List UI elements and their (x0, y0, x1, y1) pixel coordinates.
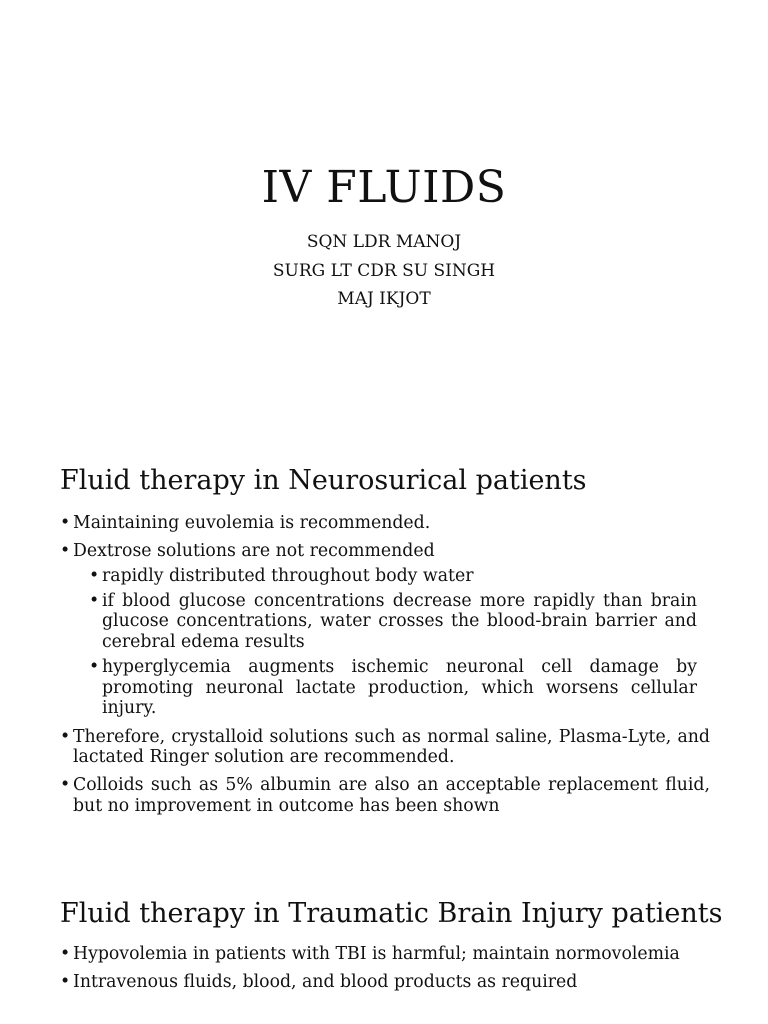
author-name: SURG LT CDR SU SINGH (272, 260, 496, 281)
bullet-item: • Colloids such as 5% albumin are also an acceptable replacement fluid, but no improvement in outcome has been shown (60, 775, 710, 816)
author-list (0, 228, 768, 314)
author-name: SQN LDR MANOJ (306, 232, 462, 252)
slide-heading: Fluid therapy in Neurosurical patients (60, 465, 587, 496)
author-name: MAJ IKJOT (337, 289, 431, 309)
neurosurgical-fluid-slide (0, 400, 768, 840)
bullet-list (60, 944, 710, 1000)
bullet-item: • Therefore, crystalloid solutions such as normal saline, Plasma-Lyte, and lactated Ringer solution are recommended. (60, 727, 710, 768)
bullet-item: • Intravenous fluids, blood, and blood products as required (60, 972, 710, 993)
slide-heading: Fluid therapy in Traumatic Brain Injury patients (60, 898, 723, 929)
presentation-title: IV FLUIDS (261, 162, 507, 213)
bullet-text: Dextrose solutions are not recommended (73, 541, 435, 562)
sub-bullet-list (60, 566, 697, 719)
bullet-list (60, 513, 710, 824)
bullet-item (60, 541, 710, 719)
tbi-fluid-slide (0, 840, 768, 1024)
sub-bullet-item: • rapidly distributed throughout body water (89, 566, 697, 587)
sub-bullet-item: • hyperglycemia augments ischemic neuronal cell damage by promoting neuronal lactate production, which worsens cellular injury. (89, 657, 697, 719)
bullet-item: • Hypovolemia in patients with TBI is harmful; maintain normovolemia (60, 944, 710, 965)
bullet-item: • Maintaining euvolemia is recommended. (60, 513, 710, 534)
sub-bullet-item: • if blood glucose concentrations decrease more rapidly than brain glucose concentrations, water crosses the blood-brain barrier and cerebral edema results (89, 591, 697, 653)
title-slide (0, 0, 768, 400)
